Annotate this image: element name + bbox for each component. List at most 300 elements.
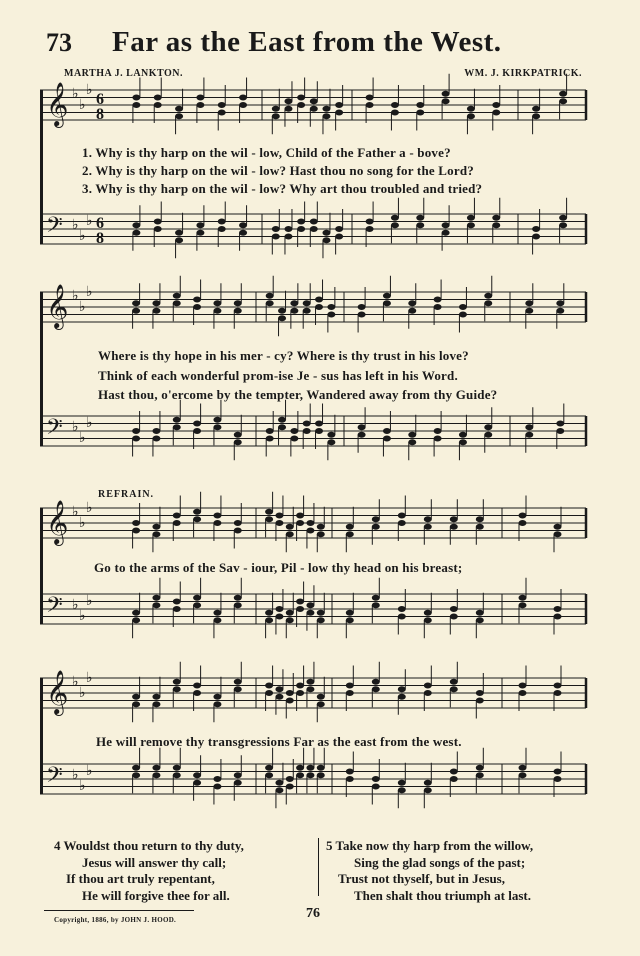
note-head: [476, 516, 484, 522]
note-head: [554, 614, 562, 620]
note-head: [152, 531, 160, 537]
note-head: [492, 110, 500, 116]
note-head: [372, 524, 380, 530]
lyric-line-verse-1: 1. Why is thy harp on the wil - low, Child of the Father a - bove?: [82, 145, 451, 160]
note-head: [239, 222, 247, 228]
note-head: [284, 106, 292, 112]
note-head: [519, 520, 527, 526]
note-head: [416, 215, 424, 221]
note-head: [173, 513, 181, 519]
note-head: [213, 701, 221, 707]
lyric-line-refrain-1: Go to the arms of the Sav - iour, Pil - low thy head on his breast;: [94, 560, 463, 575]
note-head: [297, 219, 305, 225]
flat-icon: ♭: [79, 608, 86, 624]
note-head: [416, 102, 424, 108]
note-head: [173, 686, 181, 692]
note-head: [532, 226, 540, 232]
note-head: [132, 772, 140, 778]
music-system-3: [34, 486, 588, 646]
note-head: [525, 424, 533, 430]
note-head: [173, 765, 181, 771]
note-head: [275, 780, 283, 786]
note-head: [306, 528, 314, 534]
note-head: [484, 293, 492, 299]
note-head: [317, 610, 325, 616]
note-head: [275, 686, 283, 692]
note-head: [218, 110, 226, 116]
note-head: [476, 617, 484, 623]
note-head: [450, 769, 458, 775]
note-head: [484, 300, 492, 306]
note-head: [286, 698, 294, 704]
note-head: [559, 222, 567, 228]
note-head: [278, 417, 286, 423]
note-head: [408, 308, 416, 314]
note-head: [434, 436, 442, 442]
note-head: [132, 428, 140, 434]
note-head: [265, 610, 273, 616]
note-head: [196, 230, 204, 236]
note-head: [366, 95, 374, 101]
note-head: [383, 436, 391, 442]
note-head: [532, 234, 540, 240]
lyric-line-refrain-2: He will remove thy transgressions Far as the east from the west.: [96, 734, 462, 749]
note-head: [346, 769, 354, 775]
flat-icon: ♭: [72, 504, 79, 520]
note-head: [366, 226, 374, 232]
note-head: [213, 417, 221, 423]
note-head: [296, 765, 304, 771]
note-head: [346, 683, 354, 689]
note-head: [193, 509, 201, 515]
note-head: [275, 520, 283, 526]
note-head: [213, 617, 221, 623]
note-head: [296, 772, 304, 778]
note-head: [175, 237, 183, 243]
refrain-label: REFRAIN.: [98, 489, 155, 500]
lyric-line-verse-2-b: Think of each wonderful prom-ise Je - sus has left in his Word.: [98, 368, 458, 383]
note-head: [152, 595, 160, 601]
note-head: [372, 595, 380, 601]
note-head: [476, 524, 484, 530]
hymn-number: 73: [46, 28, 72, 57]
note-head: [266, 293, 274, 299]
flat-icon: ♭: [86, 593, 93, 609]
note-head: [152, 602, 160, 608]
bass-clef-icon: 𝄢: [46, 213, 63, 243]
note-head: [346, 617, 354, 623]
note-head: [310, 98, 318, 104]
note-head: [327, 439, 335, 445]
note-head: [450, 614, 458, 620]
note-head: [424, 516, 432, 522]
flat-icon: ♭: [86, 763, 93, 779]
note-head: [559, 91, 567, 97]
note-head: [559, 98, 567, 104]
note-head: [346, 531, 354, 537]
note-head: [398, 686, 406, 692]
note-head: [372, 516, 380, 522]
note-head: [554, 531, 562, 537]
note-head: [234, 602, 242, 608]
note-head: [132, 102, 140, 108]
note-head: [554, 776, 562, 782]
note-head: [372, 776, 380, 782]
note-head: [286, 617, 294, 623]
note-head: [303, 300, 311, 306]
note-head: [154, 102, 162, 108]
verse-4-line-2: Jesus will answer thy call;: [82, 854, 227, 870]
flat-icon: ♭: [79, 430, 86, 446]
note-head: [132, 222, 140, 228]
note-head: [519, 602, 527, 608]
verse-5-line-1: 5 Take now thy harp from the willow,: [326, 838, 534, 853]
note-head: [218, 102, 226, 108]
note-head: [391, 110, 399, 116]
time-signature-top: 6: [96, 91, 104, 108]
flat-icon: ♭: [79, 778, 86, 794]
note-head: [310, 226, 318, 232]
note-head: [296, 690, 304, 696]
bass-clef-icon: 𝄢: [46, 763, 63, 793]
note-head: [234, 520, 242, 526]
copyright-rule: [44, 910, 194, 911]
note-head: [322, 106, 330, 112]
note-head: [297, 102, 305, 108]
note-head: [310, 106, 318, 112]
lyric-line-verse-2: 2. Why is thy harp on the wil - low? Hast thou no song for the Lord?: [82, 163, 474, 178]
note-head: [525, 432, 533, 438]
note-head: [327, 312, 335, 318]
note-head: [152, 694, 160, 700]
note-head: [173, 417, 181, 423]
note-head: [358, 424, 366, 430]
note-head: [372, 602, 380, 608]
note-head: [286, 690, 294, 696]
note-head: [266, 436, 274, 442]
note-head: [519, 595, 527, 601]
system-bracket: [40, 508, 43, 624]
note-head: [519, 772, 527, 778]
treble-clef-icon: 𝄞: [46, 670, 69, 714]
note-head: [416, 110, 424, 116]
verse-divider: [318, 838, 319, 896]
note-head: [290, 308, 298, 314]
verse-5-line-2: Sing the glad songs of the past;: [354, 854, 526, 870]
note-head: [358, 312, 366, 318]
verse-4-line-3: If thou art truly repentant,: [66, 871, 215, 886]
note-head: [193, 516, 201, 522]
note-head: [476, 610, 484, 616]
note-head: [317, 765, 325, 771]
flat-icon: ♭: [86, 82, 93, 98]
note-head: [234, 300, 242, 306]
lyric-line-verse-3: 3. Why is thy harp on the wil - low? Why art thou troubled and tried?: [82, 181, 483, 196]
note-head: [196, 222, 204, 228]
note-head: [335, 226, 343, 232]
flat-icon: ♭: [72, 86, 79, 102]
note-head: [450, 524, 458, 530]
flat-icon: ♭: [86, 213, 93, 229]
flat-icon: ♭: [86, 670, 93, 686]
note-head: [193, 683, 201, 689]
note-head: [424, 690, 432, 696]
note-head: [278, 315, 286, 321]
note-head: [297, 95, 305, 101]
note-head: [193, 421, 201, 427]
note-head: [434, 297, 442, 303]
note-head: [152, 772, 160, 778]
bass-clef-icon: 𝄢: [46, 415, 63, 445]
note-head: [265, 509, 273, 515]
note-head: [408, 300, 416, 306]
copyright: Copyright, 1886, by JOHN J. HOOD.: [54, 916, 177, 924]
note-head: [290, 436, 298, 442]
note-head: [408, 432, 416, 438]
flat-icon: ♭: [79, 97, 86, 113]
note-head: [383, 293, 391, 299]
note-head: [284, 226, 292, 232]
note-head: [459, 432, 467, 438]
note-head: [303, 421, 311, 427]
note-head: [317, 772, 325, 778]
note-head: [398, 606, 406, 612]
note-head: [239, 230, 247, 236]
note-head: [213, 520, 221, 526]
note-head: [239, 95, 247, 101]
note-head: [315, 304, 323, 310]
note-head: [310, 219, 318, 225]
note-head: [492, 222, 500, 228]
note-head: [383, 300, 391, 306]
lyric-line-verse-3-b: Hast thou, o'ercome by the tempter, Wandered away from thy Guide?: [98, 387, 498, 402]
note-head: [173, 599, 181, 605]
note-head: [358, 432, 366, 438]
flat-icon: ♭: [86, 415, 93, 431]
note-head: [132, 701, 140, 707]
note-head: [424, 524, 432, 530]
note-head: [265, 617, 273, 623]
note-head: [519, 683, 527, 689]
note-head: [265, 683, 273, 689]
note-head: [317, 701, 325, 707]
note-head: [372, 679, 380, 685]
note-head: [372, 686, 380, 692]
note-head: [272, 113, 280, 119]
note-head: [467, 222, 475, 228]
note-head: [424, 610, 432, 616]
note-head: [173, 300, 181, 306]
composer-credit: WM. J. KIRKPATRICK.: [464, 68, 582, 79]
note-head: [272, 234, 280, 240]
note-head: [234, 528, 242, 534]
note-head: [154, 95, 162, 101]
hymn-title: Far as the East from the West.: [112, 26, 502, 58]
note-head: [173, 772, 181, 778]
note-head: [152, 308, 160, 314]
note-head: [152, 436, 160, 442]
note-head: [391, 215, 399, 221]
note-head: [467, 113, 475, 119]
note-head: [306, 772, 314, 778]
note-head: [416, 222, 424, 228]
note-head: [213, 424, 221, 430]
note-head: [265, 765, 273, 771]
note-head: [152, 428, 160, 434]
note-head: [132, 308, 140, 314]
note-head: [442, 230, 450, 236]
note-head: [234, 439, 242, 445]
note-head: [173, 606, 181, 612]
flat-icon: ♭: [79, 685, 86, 701]
note-head: [346, 776, 354, 782]
note-head: [173, 293, 181, 299]
note-head: [315, 428, 323, 434]
note-head: [556, 308, 564, 314]
note-head: [275, 606, 283, 612]
note-head: [450, 516, 458, 522]
note-head: [284, 234, 292, 240]
flat-icon: ♭: [72, 288, 79, 304]
flat-icon: ♭: [79, 228, 86, 244]
note-head: [132, 520, 140, 526]
flat-icon: ♭: [86, 500, 93, 516]
note-head: [391, 102, 399, 108]
note-head: [286, 610, 294, 616]
music-system-2: [34, 286, 588, 468]
note-head: [459, 312, 467, 318]
note-head: [234, 780, 242, 786]
note-head: [366, 219, 374, 225]
note-head: [519, 765, 527, 771]
note-head: [554, 769, 562, 775]
note-head: [346, 690, 354, 696]
note-head: [193, 690, 201, 696]
flat-icon: ♭: [72, 597, 79, 613]
note-head: [525, 308, 533, 314]
system-bracket: [40, 292, 43, 446]
note-head: [335, 102, 343, 108]
author-credit: MARTHA J. LANKTON.: [64, 68, 184, 79]
note-head: [154, 226, 162, 232]
note-head: [265, 772, 273, 778]
note-head: [346, 524, 354, 530]
verse-5-line-4: Then shalt thou triumph at last.: [354, 887, 531, 903]
note-head: [218, 226, 226, 232]
note-head: [434, 428, 442, 434]
note-head: [173, 520, 181, 526]
note-head: [213, 513, 221, 519]
note-head: [315, 421, 323, 427]
note-head: [476, 690, 484, 696]
note-head: [234, 308, 242, 314]
note-head: [234, 595, 242, 601]
note-head: [306, 765, 314, 771]
note-head: [132, 610, 140, 616]
flat-icon: ♭: [79, 299, 86, 315]
note-head: [272, 106, 280, 112]
note-head: [234, 686, 242, 692]
note-head: [193, 297, 201, 303]
note-head: [303, 428, 311, 434]
note-head: [213, 694, 221, 700]
note-head: [275, 787, 283, 793]
note-head: [315, 297, 323, 303]
verse-5-line-3: Trust not thyself, but in Jesus,: [338, 871, 505, 886]
note-head: [484, 424, 492, 430]
note-head: [132, 694, 140, 700]
note-head: [132, 230, 140, 236]
verse-4: [54, 838, 244, 904]
system-bracket: [40, 678, 43, 794]
note-head: [525, 300, 533, 306]
note-head: [532, 113, 540, 119]
note-head: [317, 694, 325, 700]
note-head: [272, 226, 280, 232]
note-head: [132, 95, 140, 101]
note-head: [154, 219, 162, 225]
note-head: [335, 110, 343, 116]
note-head: [327, 432, 335, 438]
note-head: [239, 102, 247, 108]
note-head: [306, 520, 314, 526]
note-head: [559, 215, 567, 221]
note-head: [335, 234, 343, 240]
treble-clef-icon: 𝄞: [46, 284, 69, 328]
note-head: [265, 690, 273, 696]
note-head: [450, 776, 458, 782]
note-head: [275, 614, 283, 620]
note-head: [193, 772, 201, 778]
flat-icon: ♭: [72, 767, 79, 783]
note-head: [398, 787, 406, 793]
note-head: [234, 772, 242, 778]
note-head: [132, 765, 140, 771]
note-head: [303, 308, 311, 314]
verse-4-line-1: 4 Wouldst thou return to thy duty,: [54, 838, 244, 853]
note-head: [213, 776, 221, 782]
note-head: [275, 694, 283, 700]
note-head: [398, 513, 406, 519]
note-head: [306, 610, 314, 616]
note-head: [532, 106, 540, 112]
note-head: [290, 428, 298, 434]
note-head: [492, 215, 500, 221]
note-head: [322, 113, 330, 119]
time-signature-bottom: 8: [96, 230, 104, 247]
music-system-1: [34, 82, 588, 268]
note-head: [424, 683, 432, 689]
note-head: [275, 513, 283, 519]
note-head: [296, 513, 304, 519]
system-bracket: [40, 90, 43, 244]
note-head: [296, 599, 304, 605]
note-head: [152, 524, 160, 530]
note-head: [175, 230, 183, 236]
note-head: [234, 679, 242, 685]
note-head: [450, 686, 458, 692]
note-head: [346, 610, 354, 616]
note-head: [175, 106, 183, 112]
verse-5: [326, 838, 533, 904]
note-head: [554, 606, 562, 612]
note-head: [173, 424, 181, 430]
note-head: [484, 432, 492, 438]
note-head: [265, 516, 273, 522]
note-head: [196, 102, 204, 108]
note-head: [286, 776, 294, 782]
note-head: [266, 300, 274, 306]
